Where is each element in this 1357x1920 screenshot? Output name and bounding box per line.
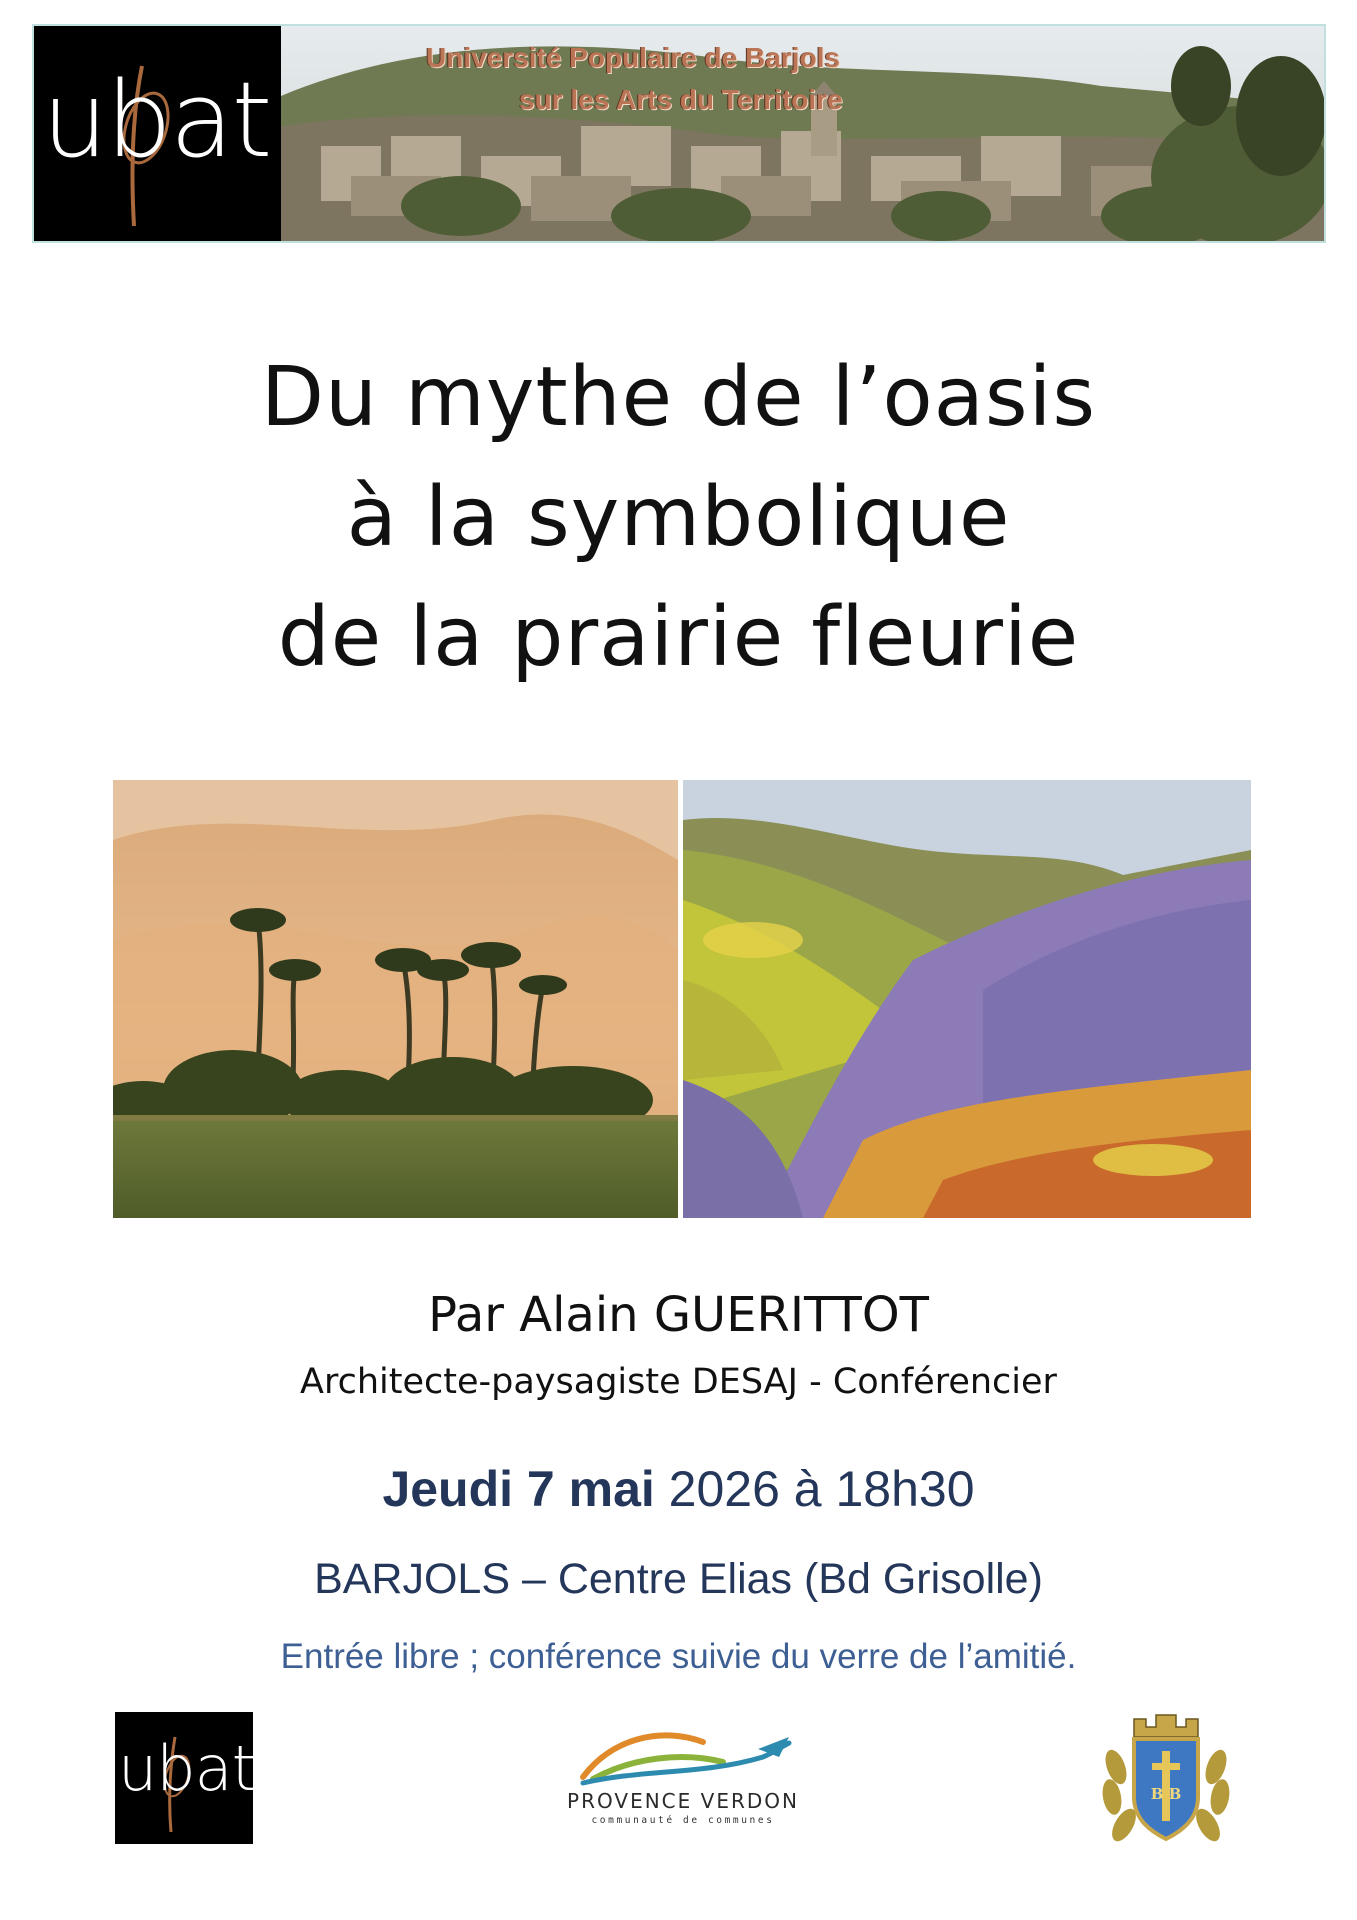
speaker-name: Par Alain GUERITTOT: [428, 1287, 929, 1343]
oasis-photo: [113, 780, 678, 1218]
banner-title-line-1: Université Populaire de Barjols: [426, 42, 840, 73]
event-date: [0, 1460, 1357, 1518]
meadow-illustration: [683, 780, 1251, 1218]
provence-verdon-logo: [553, 1717, 813, 1837]
event-date-day: Jeudi 7 mai: [382, 1461, 655, 1517]
poster-title-line-2: à la symbolique: [346, 470, 1011, 565]
poster-title-line-3: de la prairie fleurie: [277, 590, 1080, 685]
ubat-logo: [34, 26, 281, 241]
provence-verdon-subtitle: communauté de communes: [591, 1815, 775, 1826]
coat-of-arms-illustration: [1094, 1707, 1238, 1849]
event-date-time: 2026 à 18h30: [654, 1461, 975, 1517]
coat-letters: B B: [1150, 1785, 1182, 1803]
poster-title-line-1: Du mythe de l’oasis: [260, 350, 1097, 445]
oasis-illustration: [113, 780, 678, 1218]
speaker-role: Architecte-paysagiste DESAJ - Conférencier: [300, 1362, 1057, 1402]
provence-verdon-name: PROVENCE VERDON: [567, 1789, 799, 1813]
header-banner: [32, 24, 1326, 243]
footer-ubat-logo-text: ubat: [118, 1732, 255, 1805]
barjols-coat-of-arms: [1094, 1707, 1238, 1849]
event-place: BARJOLS – Centre Elias (Bd Grisolle): [314, 1555, 1043, 1603]
banner-title-line-2: sur les Arts du Territoire: [519, 84, 843, 115]
meadow-photo: [683, 780, 1251, 1218]
ubat-logo-text: ubat: [42, 59, 271, 181]
footer-ubat-logo: [115, 1712, 253, 1844]
provence-verdon-mark: [553, 1717, 813, 1789]
event-note: Entrée libre ; conférence suivie du verre de l’amitié.: [280, 1637, 1077, 1676]
